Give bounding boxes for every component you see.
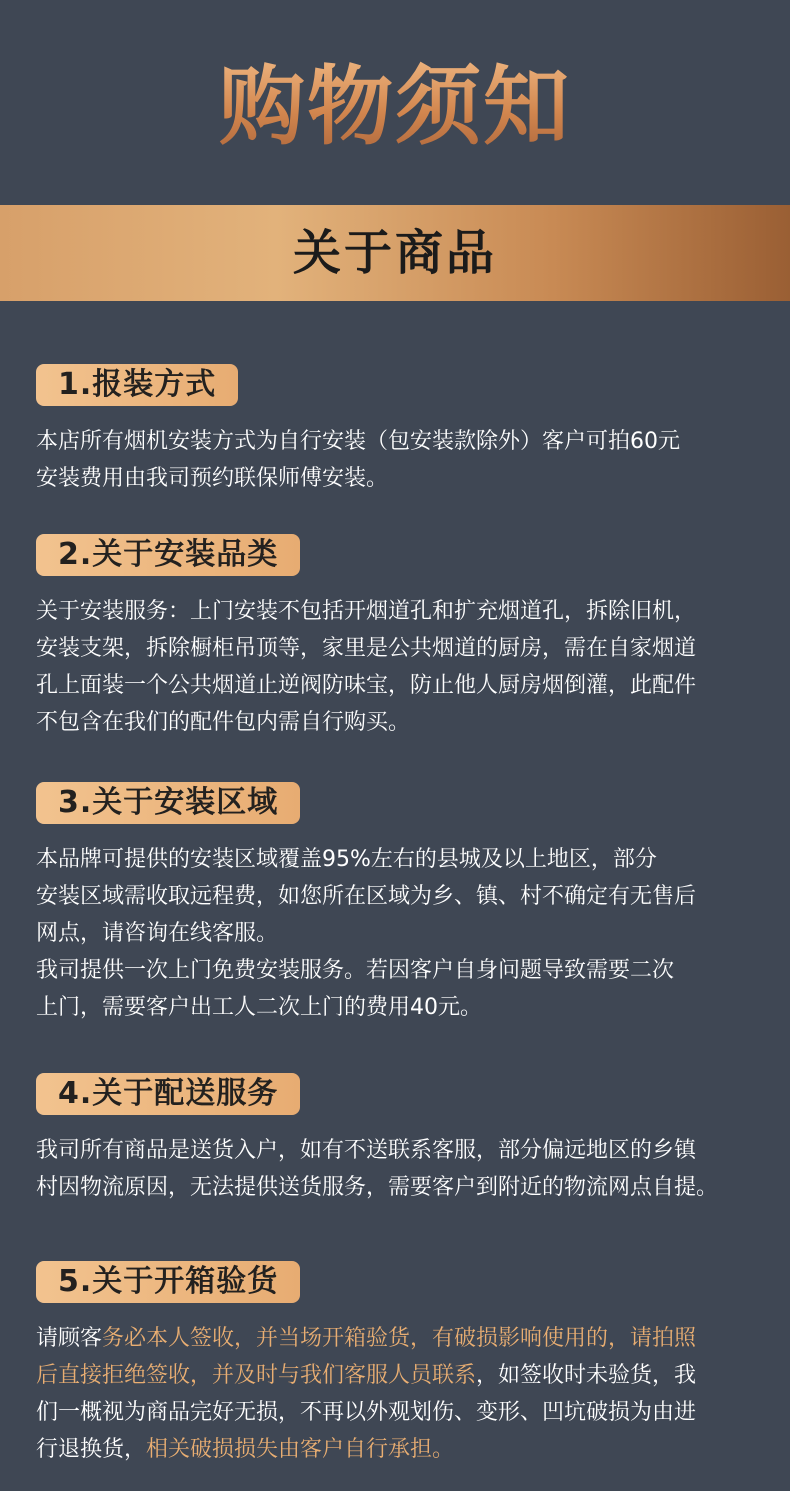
page-title: 购物须知 (0, 52, 790, 162)
section-body (36, 1320, 776, 1468)
section-body (36, 841, 776, 1026)
plain-text: 行退换货， (36, 1437, 147, 1462)
section-text-line: 我司所有商品是送货入户，如有不送联系客服，部分偏远地区的乡镇 (36, 1138, 697, 1163)
section-text-line (36, 1357, 776, 1394)
section-text-line: 安装区域需收取远程费，如您所在区域为乡、镇、村不确定有无售后 (36, 884, 697, 909)
section-install-area (36, 782, 776, 1026)
section-text-line: 安装费用由我司预约联保师傅安装。 (36, 466, 389, 491)
section-unboxing (36, 1261, 776, 1468)
section-install-method (36, 364, 776, 497)
section-text-line: 我司提供一次上门免费安装服务。若因客户自身问题导致需要二次 (36, 958, 675, 983)
plain-text: ，如签收时未验货，我 (476, 1363, 697, 1388)
highlight-text: 务必本人签收，并当场开箱验货，有破损影响使用的，请拍照 (102, 1326, 697, 1351)
section-text-line: 本店所有烟机安装方式为自行安装（包安装款除外）客户可拍60元 (36, 429, 680, 454)
section-heading: 1.报装方式 (36, 364, 238, 406)
banner-title: 关于商品 (292, 225, 497, 281)
section-text-line: 关于安装服务：上门安装不包括开烟道孔和扩充烟道孔，拆除旧机， (36, 599, 697, 624)
section-delivery (36, 1073, 776, 1206)
section-heading: 3.关于安装区域 (36, 782, 300, 824)
section-heading: 2.关于安装品类 (36, 534, 300, 576)
section-text-line: 上门，需要客户出工人二次上门的费用40元。 (36, 995, 482, 1020)
section-heading: 4.关于配送服务 (36, 1073, 300, 1115)
section-body (36, 423, 776, 497)
highlight-text: 后直接拒绝签收，并及时与我们客服人员联系 (36, 1363, 477, 1388)
section-body (36, 1132, 776, 1206)
section-text-line: 网点，请咨询在线客服。 (36, 921, 279, 946)
section-heading: 5.关于开箱验货 (36, 1261, 300, 1303)
section-install-category (36, 534, 776, 741)
section-text-line: 安装支架，拆除橱柜吊顶等，家里是公共烟道的厨房，需在自家烟道 (36, 636, 697, 661)
section-text-line (36, 1431, 776, 1468)
highlight-text: 相关破损损失由客户自行承担。 (146, 1437, 455, 1462)
section-text-line: 孔上面装一个公共烟道止逆阀防味宝，防止他人厨房烟倒灌，此配件 (36, 673, 697, 698)
plain-text: 请顾客 (36, 1326, 103, 1351)
section-body (36, 593, 776, 741)
section-text-line: 们一概视为商品完好无损，不再以外观划伤、变形、凹坑破损为由进 (36, 1400, 697, 1425)
section-text-line: 不包含在我们的配件包内需自行购买。 (36, 710, 411, 735)
section-text-line: 村因物流原因，无法提供送货服务，需要客户到附近的物流网点自提。 (36, 1175, 719, 1200)
section-text-line: 本品牌可提供的安装区域覆盖95%左右的县城及以上地区，部分 (36, 847, 657, 872)
section-text-line (36, 1320, 776, 1357)
section-banner (0, 205, 790, 301)
